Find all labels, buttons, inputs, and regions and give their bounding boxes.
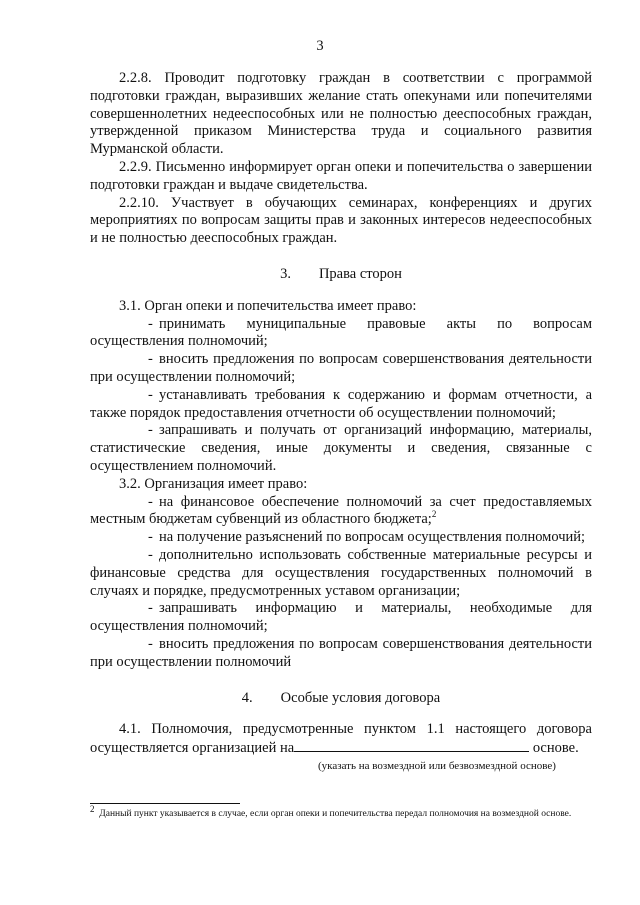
- list-item: [90, 529, 592, 547]
- list-item-text: принимать муниципальные правовые акты по вопросам осуществления полномочий;: [90, 315, 592, 350]
- paragraph-3-1: 3.1. Орган опеки и попечительства имеет право:: [119, 297, 417, 314]
- paragraph-4-1-end: основе.: [532, 740, 579, 757]
- basis-blank-field[interactable]: [294, 739, 529, 752]
- list-item: [90, 351, 592, 387]
- paragraph-3-2: 3.2. Организация имеет право:: [119, 475, 308, 492]
- footnote: [90, 803, 592, 820]
- list-item: [90, 387, 592, 423]
- bullet-dash: -: [148, 635, 153, 652]
- bullet-dash: -: [148, 600, 153, 617]
- list-item-text: вносить предложения по вопросам совершенствования деятельности при осуществлении полномочий;: [90, 351, 592, 385]
- paragraph-2-2-10: 2.2.10. Участвует в обучающих семинарах, конференциях и других мероприятиях по вопросам защиты прав и законных интересов недееспособных и не полностью дееспособных граждан.: [90, 194, 592, 247]
- list-item-text: запрашивать и получать от организаций информацию, материалы, статистические сведения, иные документы и сведения, связанные с осуществлением полномочий.: [90, 422, 592, 474]
- bullet-dash: -: [148, 351, 153, 368]
- list-item-text: вносить предложения по вопросам совершенствования деятельности при осуществлении полномочий: [90, 635, 592, 670]
- paragraph-2-2-9: 2.2.9. Письменно информирует орган опеки и попечительства о завершении подготовки граждан и выдаче свидетельства.: [90, 158, 592, 193]
- list-item-text: запрашивать информацию и материалы, необходимые для осуществления полномочий;: [90, 600, 592, 635]
- section-4-title: Особые условия договора: [280, 689, 441, 706]
- bullet-dash: -: [148, 315, 153, 332]
- bullet-dash: -: [148, 546, 153, 563]
- paragraph-4-1: [90, 721, 592, 758]
- bullet-dash: -: [148, 529, 153, 546]
- section-3-title: Права сторон: [318, 265, 402, 282]
- document-body: [90, 70, 592, 773]
- list-item: [90, 316, 592, 352]
- footnote-text: Данный пункт указывается в случае, если орган опеки и попечительства передал полномочия на возмездной основе.: [99, 809, 572, 819]
- section-4-heading: [90, 690, 592, 708]
- list-item: [90, 636, 592, 672]
- page-number: 3: [316, 38, 324, 54]
- list-item: [90, 422, 592, 475]
- footnote-mark: 2: [90, 803, 95, 814]
- paragraph-4-1-text: 4.1. Полномочия, предусмотренные пунктом 1.1 настоящего договора осуществляется организацией на: [90, 721, 592, 757]
- bullet-dash: -: [148, 386, 153, 403]
- list-item-text: на финансовое обеспечение полномочий за счет предоставляемых местным бюджетам субвенций из областного бюджета;: [90, 493, 592, 528]
- list-item: [90, 494, 592, 530]
- list-item: [90, 547, 592, 600]
- list-item-text: устанавливать требования к содержанию и формам отчетности, а также порядок предоставления отчетности об осуществлении полномочий;: [90, 386, 592, 421]
- list-item: [90, 600, 592, 636]
- footnote-divider: [90, 803, 240, 804]
- field-caption: (указать на возмездной или безвозмездной основе): [318, 759, 556, 772]
- list-item-text: дополнительно использовать собственные материальные ресурсы и финансовые средства для осуществления государственных полномочий в случаях и порядке, предусмотренных уставом организации;: [90, 546, 592, 599]
- section-3-number: 3.: [280, 265, 291, 282]
- section-4-number: 4.: [241, 689, 253, 706]
- footnote-reference[interactable]: 2: [431, 509, 437, 520]
- bullet-dash: -: [148, 422, 153, 439]
- bullet-dash: -: [148, 493, 153, 510]
- paragraph-2-2-8: 2.2.8. Проводит подготовку граждан в соответствии с программой подготовки граждан, выразивших желание стать опекунами или попечителями совершеннолетних недееспособных или не полностью дееспособных граждан, утвержденной приказом Министерства труда и социального развития Мурманской области.: [90, 70, 592, 158]
- section-3-heading: [90, 266, 592, 284]
- list-item-text: на получение разъяснений по вопросам осуществления полномочий;: [159, 529, 586, 546]
